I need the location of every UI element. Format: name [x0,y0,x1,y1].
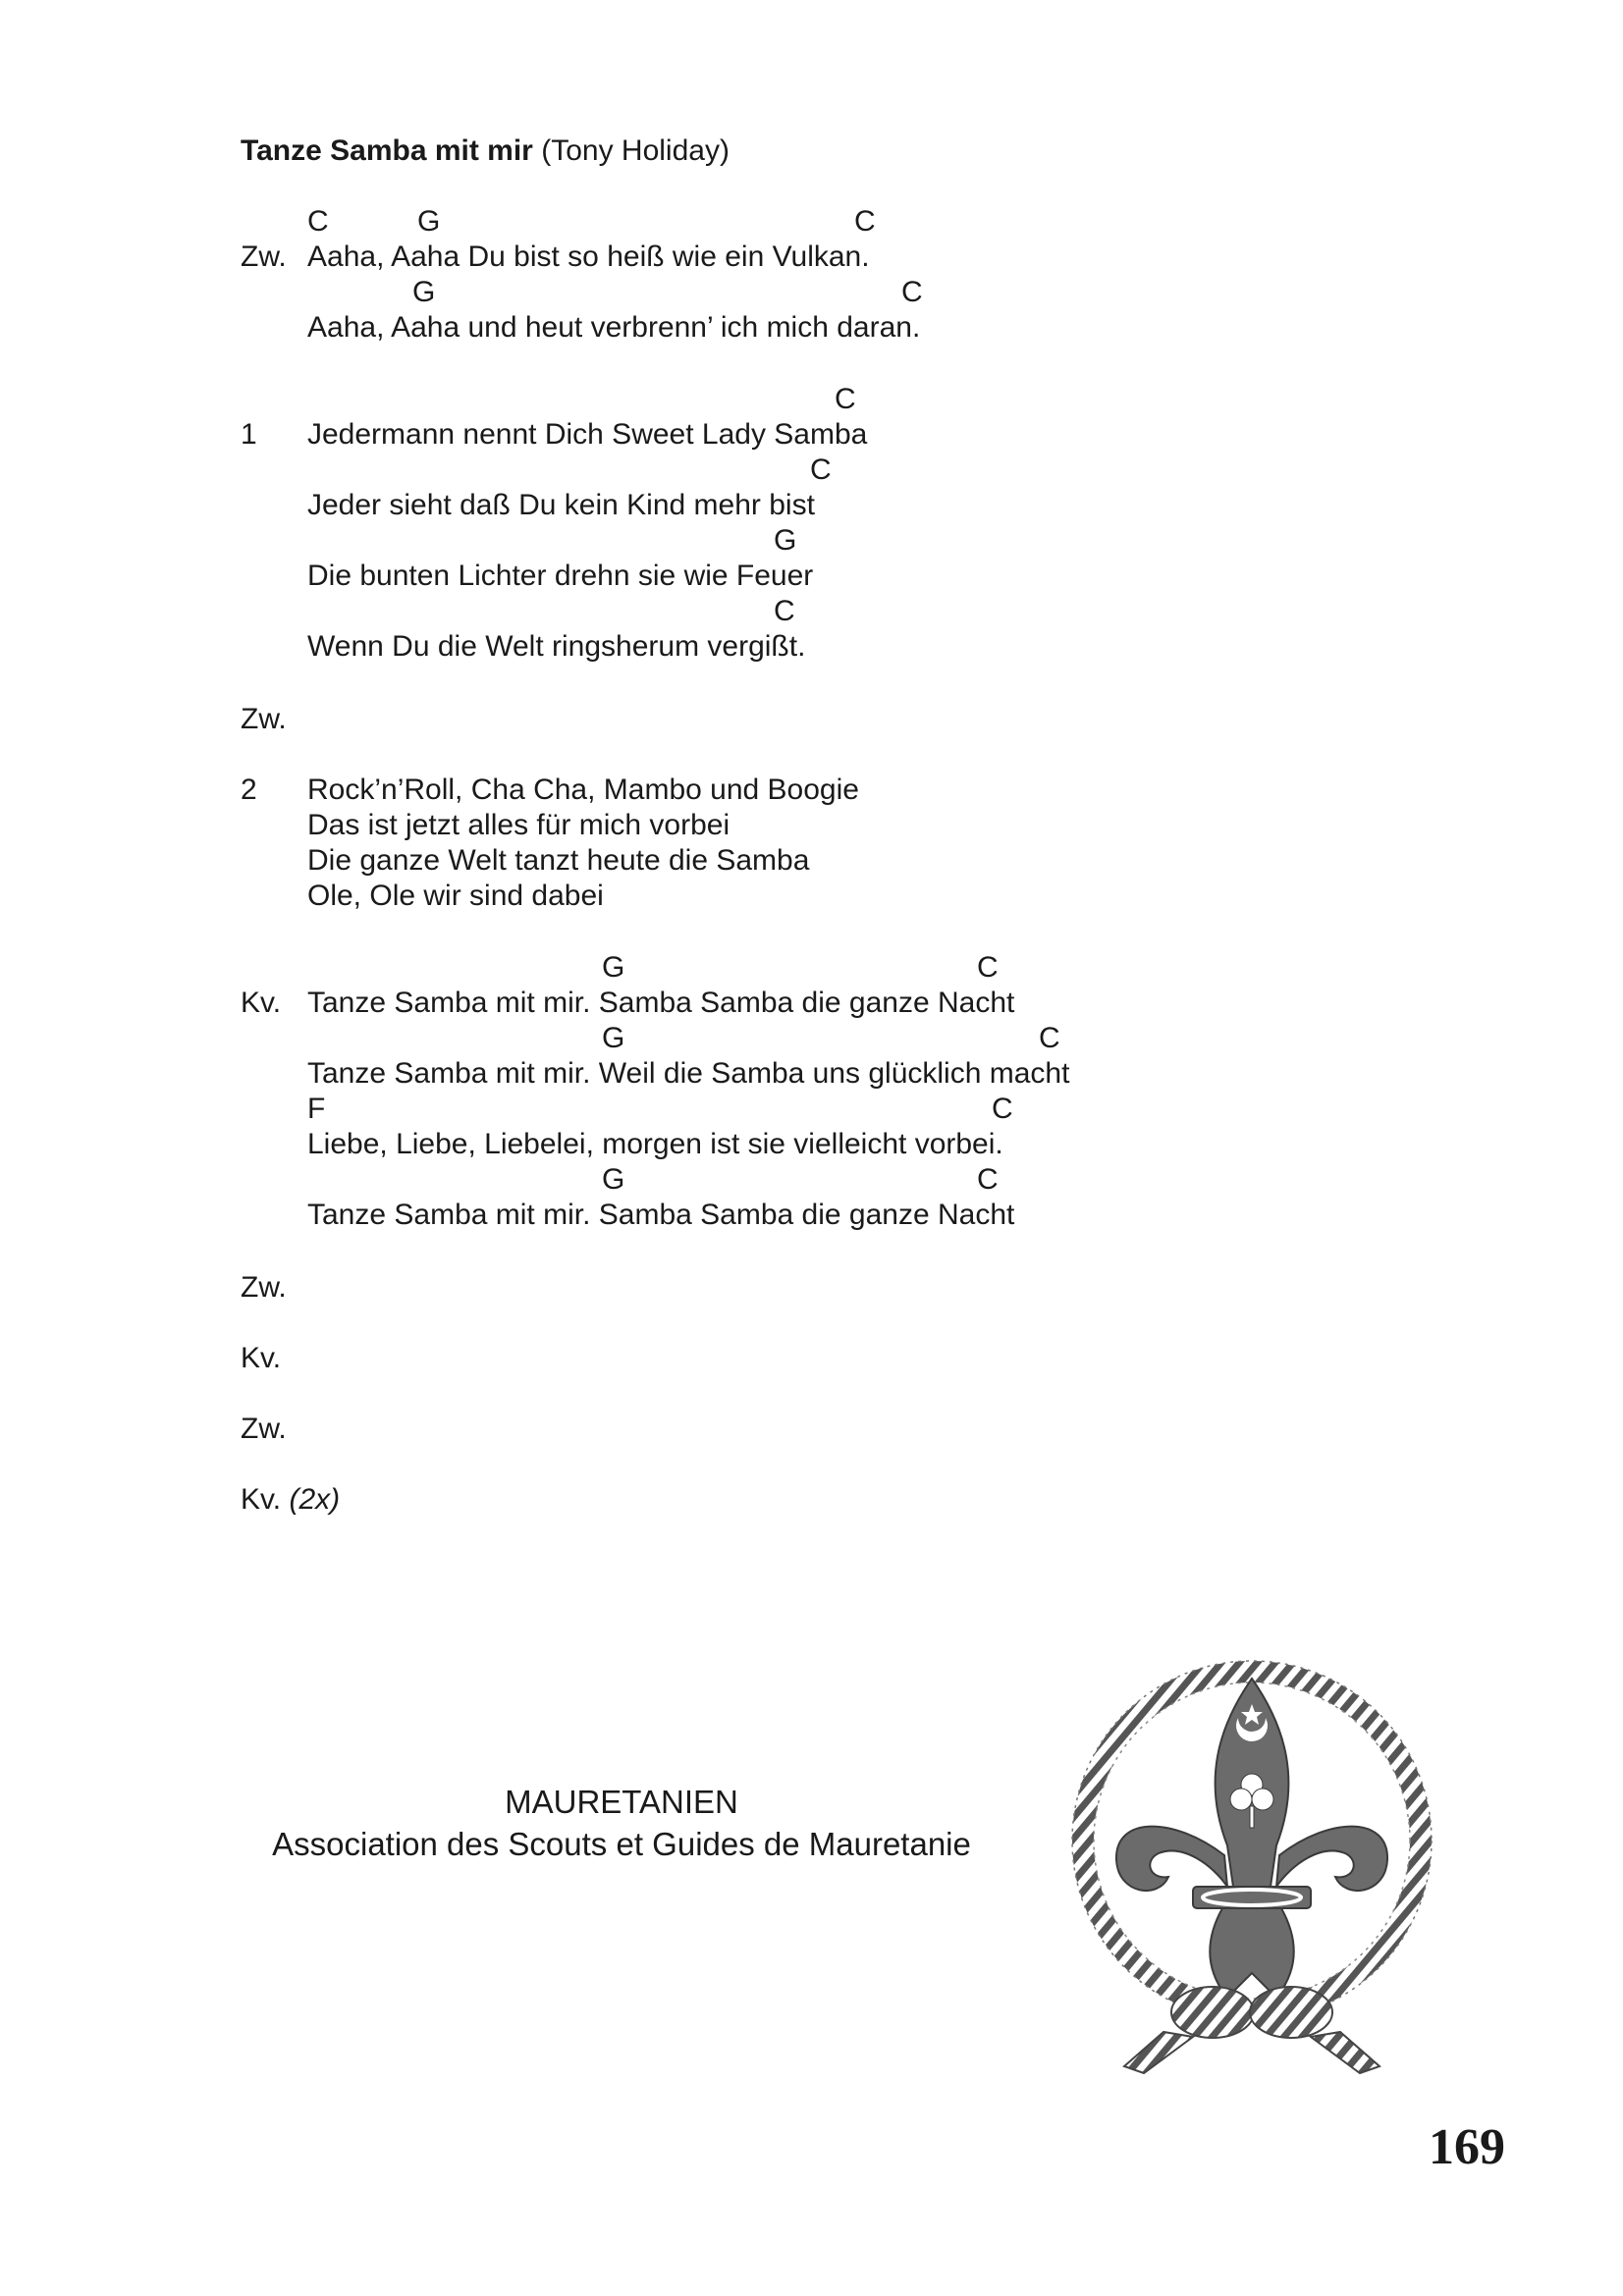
section-label-chorus: Kv. [241,1342,282,1374]
section-label-chorus-repeat [241,1483,340,1517]
lyric-line: Wenn Du die Welt ringsherum vergißt. [307,630,806,663]
chord: G [602,951,625,984]
lyric-line: Jedermann nennt Dich Sweet Lady Samba [307,418,868,451]
chord: C [977,1163,999,1196]
chord: C [854,205,876,238]
lyric-line: Tanze Samba mit mir. Weil die Samba uns glücklich macht [307,1057,1070,1090]
chord: C [1039,1022,1060,1054]
chord: C [992,1093,1013,1125]
song-title: Tanze Samba mit mir [241,134,533,167]
chord: C [977,951,999,984]
footer-country: MAURETANIEN [505,1784,738,1820]
chord: G [602,1022,625,1054]
verse-number: 1 [241,418,257,451]
section-label-chorus: Kv. [241,1483,282,1516]
lyric-line: Tanze Samba mit mir. Samba Samba die ganze Nacht [307,1199,1015,1231]
section-label-chorus: Kv. [241,987,282,1019]
lyric-line: Rock’n’Roll, Cha Cha, Mambo und Boogie [307,774,859,806]
lyric-line: Liebe, Liebe, Liebelei, morgen ist sie vielleicht vorbei. [307,1128,1003,1160]
lyric-line: Jeder sieht daß Du kein Kind mehr bist [307,489,815,521]
lyric-line: Das ist jetzt alles für mich vorbei [307,809,730,841]
section-label-interlude: Zw. [241,240,287,273]
page-number: 169 [1429,2119,1505,2175]
lyric-line: Die bunten Lichter drehn sie wie Feuer [307,560,814,592]
section-label-interlude: Zw. [241,1271,287,1304]
section-label-interlude: Zw. [241,703,287,735]
section-label-interlude: Zw. [241,1413,287,1445]
chord: G [602,1163,625,1196]
footer-association: Association des Scouts et Guides de Mauretanie [272,1826,971,1862]
chord: G [774,524,797,557]
lyric-line: Ole, Ole wir sind dabei [307,880,604,912]
verse-number: 2 [241,774,257,806]
lyric-line: Tanze Samba mit mir. Samba Samba die ganze Nacht [307,987,1015,1019]
chord: C [307,205,329,238]
chord: C [774,595,795,627]
chord: C [835,383,856,415]
chord: G [417,205,441,238]
lyric-line: Aaha, Aaha und heut verbrenn’ ich mich daran. [307,311,921,344]
scout-fleur-de-lis-emblem-icon [1055,1620,1448,2091]
song-heading [241,134,730,168]
lyric-line: Aaha, Aaha Du bist so heiß wie ein Vulkan. [307,240,870,273]
chord: F [307,1093,326,1125]
lyric-line: Die ganze Welt tanzt heute die Samba [307,844,810,877]
chord: C [810,454,832,486]
chord: C [901,276,923,308]
chord: G [412,276,436,308]
repeat-count: (2x) [289,1483,341,1516]
song-artist: (Tony Holiday) [541,134,730,167]
